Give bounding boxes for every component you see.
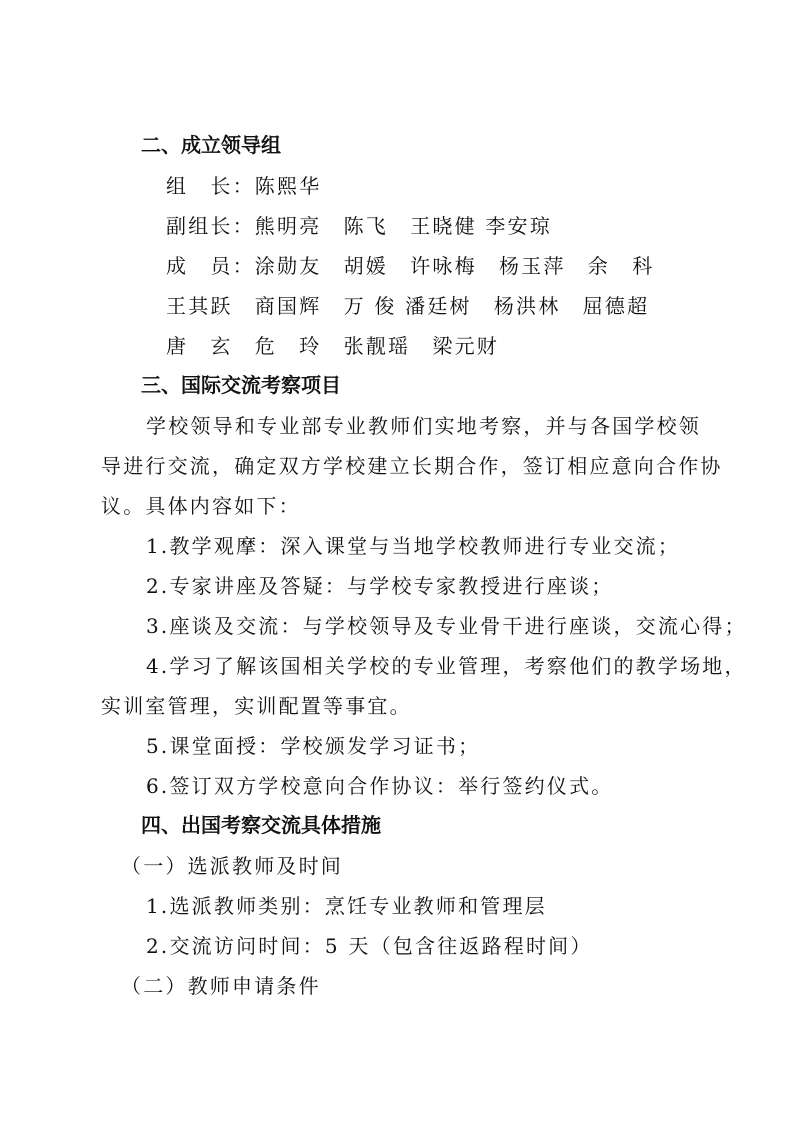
project-item-6: 6.签订双方学校意向合作协议：举行签约仪式。 — [146, 774, 614, 798]
section-4-heading: 四、出国考察交流具体措施 — [141, 813, 381, 837]
section-2-heading: 二、成立领导组 — [141, 133, 281, 157]
section-3-intro-line-2: 导进行交流，确定双方学校建立长期合作，签订相应意向合作协 — [101, 454, 723, 478]
project-item-4: 4.学习了解该国相关学校的专业管理，考察他们的教学场地， — [146, 654, 747, 678]
project-item-3: 3.座谈及交流：与学校领导及专业骨干进行座谈，交流心得； — [146, 614, 747, 638]
section-3-intro-line-1: 学校领导和专业部专业教师们实地考察，并与各国学校领 — [146, 414, 701, 438]
subsection-1-item-1: 1.选派教师类别：烹饪专业教师和管理层 — [146, 894, 547, 918]
subsection-2-heading: （二）教师申请条件 — [121, 974, 321, 998]
members-line-1: 成 员：涂勋友 胡媛 许咏梅 杨玉萍 余 科 — [166, 254, 655, 278]
members-line-3: 唐 玄 危 玲 张靓瑶 梁元财 — [166, 334, 499, 358]
subsection-1-item-2: 2.交流访问时间：5 天（包含往返路程时间） — [146, 934, 593, 958]
section-3-intro-line-3: 议。具体内容如下： — [101, 494, 301, 518]
section-3-heading: 三、国际交流考察项目 — [141, 373, 341, 397]
subsection-1-heading: （一）选派教师及时间 — [121, 854, 343, 878]
project-item-4-continued: 实训室管理，实训配置等事宜。 — [101, 694, 412, 718]
members-line-2: 王其跃 商国辉 万 俊 潘廷树 杨洪林 屈德超 — [166, 294, 650, 318]
project-item-5: 5.课堂面授：学校颁发学习证书； — [146, 734, 481, 758]
leader-line: 组 长：陈熙华 — [166, 174, 322, 198]
project-item-2: 2.专家讲座及答疑：与学校专家教授进行座谈； — [146, 574, 614, 598]
project-item-1: 1.教学观摩：深入课堂与当地学校教师进行专业交流； — [146, 534, 681, 558]
deputy-leader-line: 副组长：熊明亮 陈飞 王晓健 李安琼 — [166, 214, 552, 238]
